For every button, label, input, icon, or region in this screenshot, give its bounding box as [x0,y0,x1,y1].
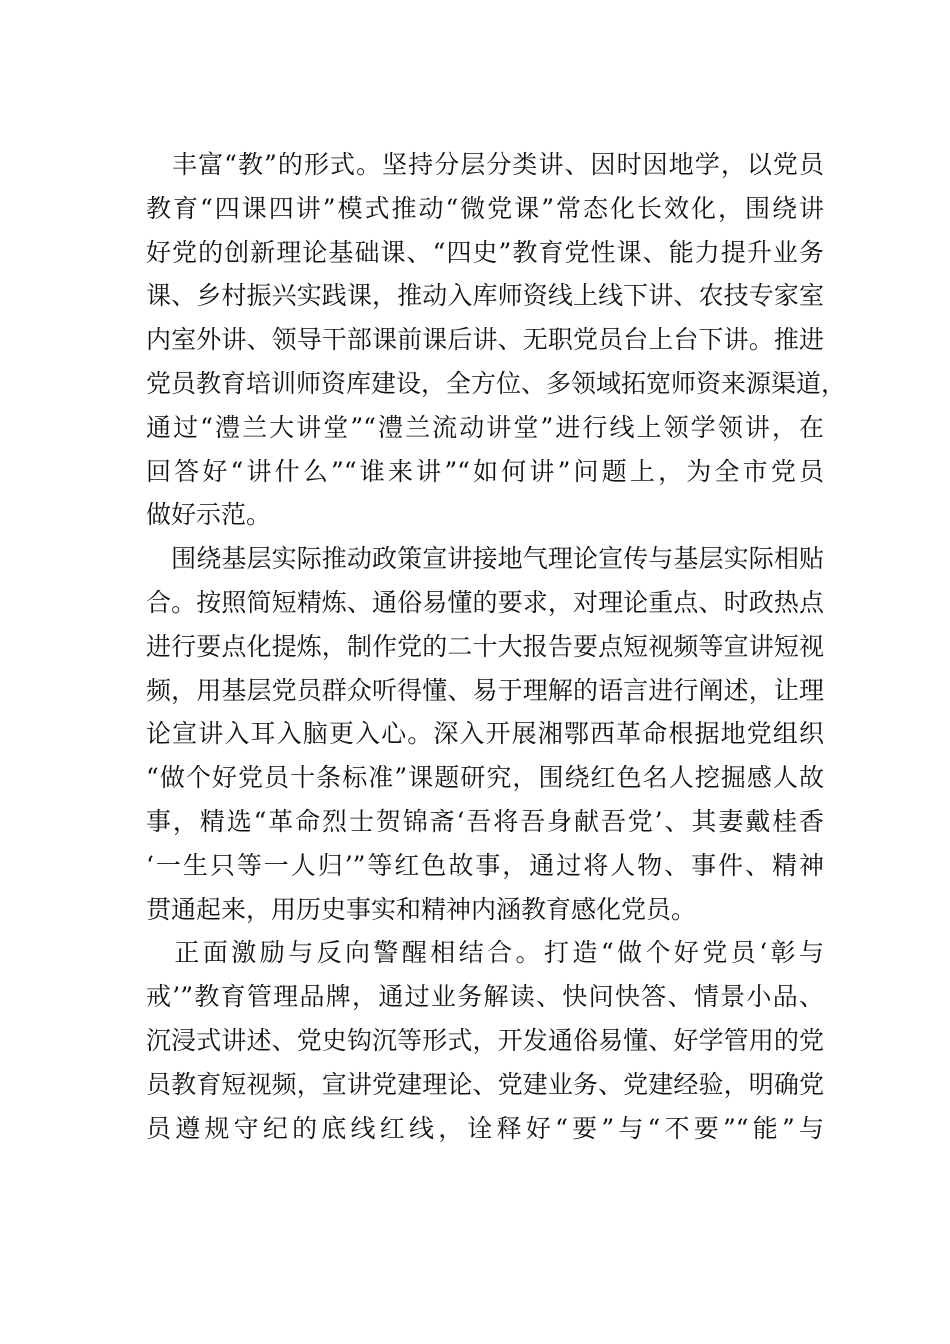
text-line: 合。按照简短精炼、通俗易懂的要求，对理论重点、时政热点 [146,587,824,617]
text-line: ‘一生只等一人归’”等红色故事，通过将人物、事件、精神 [146,850,824,880]
document-body [146,143,847,1150]
text-line: 通过“澧兰大讲堂”“澧兰流动讲堂”进行线上领学领讲，在 [146,412,824,442]
text-line: 员教育短视频，宣讲党建理论、党建业务、党建经验，明确党 [146,1069,824,1099]
text-line: 课、乡村振兴实践课，推动入库师资线上线下讲、农技专家室 [146,281,824,311]
text-line: 做好示范。 [146,500,272,530]
text-line: 事，精选“革命烈士贺锦斋‘吾将吾身献吾党’、其妻戴桂香 [146,806,824,836]
text-line: 教育“四课四讲”模式推动“微党课”常态化长效化，围绕讲 [146,193,824,223]
text-line: “做个好党员十条标准”课题研究，围绕红色名人挖掘感人故 [146,763,824,793]
text-line: 回答好“讲什么”“谁来讲”“如何讲”问题上，为全市党员 [146,456,824,486]
text-line: 好党的创新理论基础课、“四史”教育党性课、能力提升业务 [146,237,824,267]
text-line: 员遵规守纪的底线红线，诠释好“要”与“不要”“能”与 [146,1113,824,1143]
text-line: 贯通起来，用历史事实和精神内涵教育感化党员。 [146,894,697,924]
text-line: 戒’”教育管理品牌，通过业务解读、快问快答、情景小品、 [146,982,824,1012]
text-line: 丰富“教”的形式。坚持分层分类讲、因时因地学，以党员 [146,150,824,179]
text-line: 进行要点化提炼，制作党的二十大报告要点短视频等宣讲短视 [146,631,824,661]
text-line: 党员教育培训师资库建设，全方位、多领域拓宽师资来源渠道， [146,368,847,398]
text-line: 围绕基层实际推动政策宣讲接地气理论宣传与基层实际相贴 [146,544,824,574]
text-line: 内室外讲、领导干部课前课后讲、无职党员台上台下讲。推进 [146,325,824,355]
text-line: 沉浸式讲述、党史钩沉等形式，开发通俗易懂、好学管用的党 [146,1025,824,1055]
text-line: 论宣讲入耳入脑更入心。深入开展湘鄂西革命根据地党组织 [146,719,824,749]
text-line: 频，用基层党员群众听得懂、易于理解的语言进行阐述，让理 [146,675,824,705]
text-line: 正面激励与反向警醒相结合。打造“做个好党员‘彰与 [146,938,824,968]
